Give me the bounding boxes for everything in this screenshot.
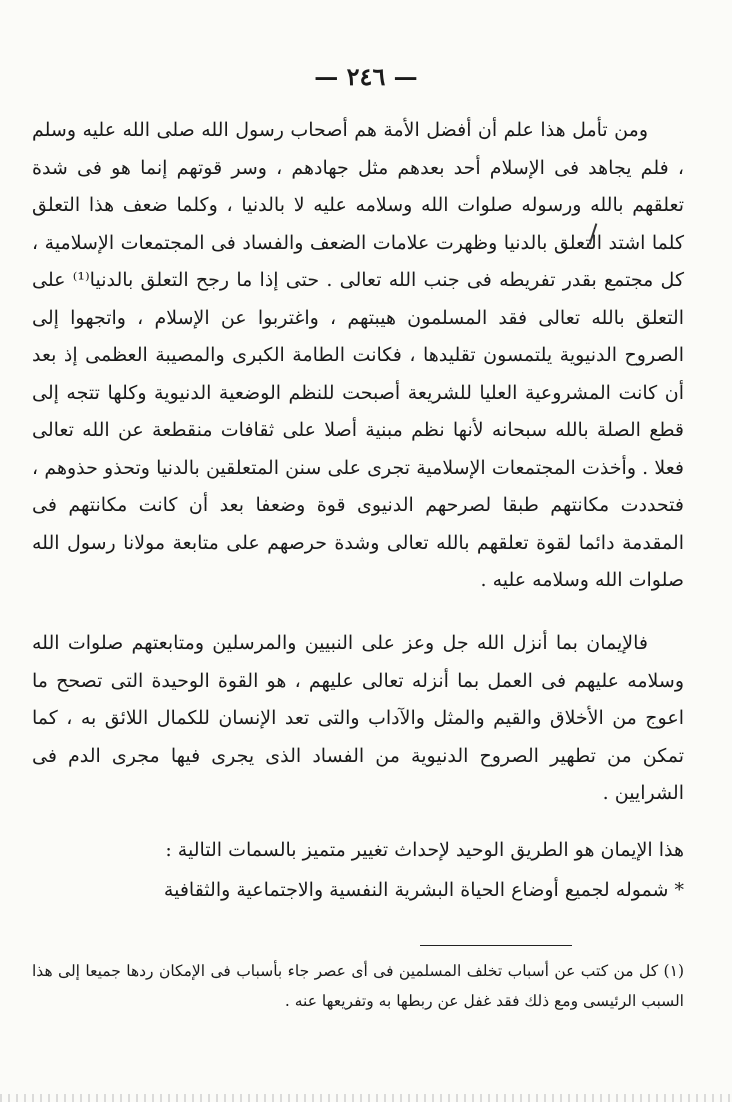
paragraph-1: ومن تأمل هذا علم أن أفضل الأمة هم أصحاب رسول الله صلى الله عليه وسلم ، فلم يجاهد فى الإسلام أحد بعدهم مثل جهادهم ، وسر قوتهم إنما هو فى شدة تعلقهم بالله ورسوله صلوات الله وسلامه عليه لا بالدنيا ، وكلما ضعف هذا التعلق كلما اشتد التعلق بالدنيا وظهرت علامات الضعف والفساد فى المجتمعات الإسلامية ، كل مجتمع بقدر تفريطه فى جنب الله تعالى . حتى إذا ما رجح التعلق بالدنيا⁽¹⁾ على التعلق بالله تعالى فقد المسلمون هيبتهم ، واغتربوا عن الإسلام ، واتجهوا إلى الصروح الدنيوية يلتمسون تقليدها ، فكانت الطامة الكبرى والمصيبة العظمى إذ بعد أن كانت المشروعية العليا للشريعة أصبحت للنظم الوضعية الدنيوية وكلها تتجه إلى قطع الصلة بالله سبحانه لأنها نظم مبنية أصلا على ثقافات منقطعة عن الله تعالى فعلا . وأخذت المجتمعات الإسلامية تجرى على سنن المتعلقين بالدنيا وتحذو حذوهم ، فتحددت مكانتهم طبقا لصرحهم الدنيوى قوة وضعفا بعد أن كانت مكانتهم فى المقدمة دائما لقوة تعلقهم بالله تعالى وشدة حرصهم على متابعة مولانا رسول الله صلوات الله وسلامه عليه . — [32, 119, 684, 591]
paragraph-2: فالإيمان بما أنزل الله جل وعز على النبيين والمرسلين ومتابعتهم صلوات الله وسلامه عليهم فى العمل بما أنزله تعالى عليهم ، هو القوة الوحيدة التى تصحح ما اعوج من الأخلاق والقيم والمثل والآداب والتى تعد الإنسان للكمال اللائق به ، كما تمكن من تطهير الصروح الدنيوية من الفساد الذى يجرى فيها مجرى الدم فى الشرايين . — [32, 632, 684, 804]
bullet-item: * شموله لجميع أوضاع الحياة البشرية النفسية والاجتماعية والثقافية — [163, 879, 684, 901]
paragraph-3: هذا الإيمان هو الطريق الوحيد لإحداث تغيير متميز بالسمات التالية : — [165, 839, 684, 861]
footnote: (١) كل من كتب عن أسباب تخلف المسلمين فى أى عصر جاء بأسباب فى الإمكان ردها جميعا إلى هذا السبب الرئيسى ومع ذلك فقد غفل عن ربطها به وتفريعها عنه . — [32, 962, 684, 1010]
page-number: — ٢٤٦ — — [314, 62, 418, 91]
paragraph-3-block — [32, 830, 684, 910]
scan-edge — [0, 1094, 732, 1102]
footnote-rule — [420, 945, 572, 946]
